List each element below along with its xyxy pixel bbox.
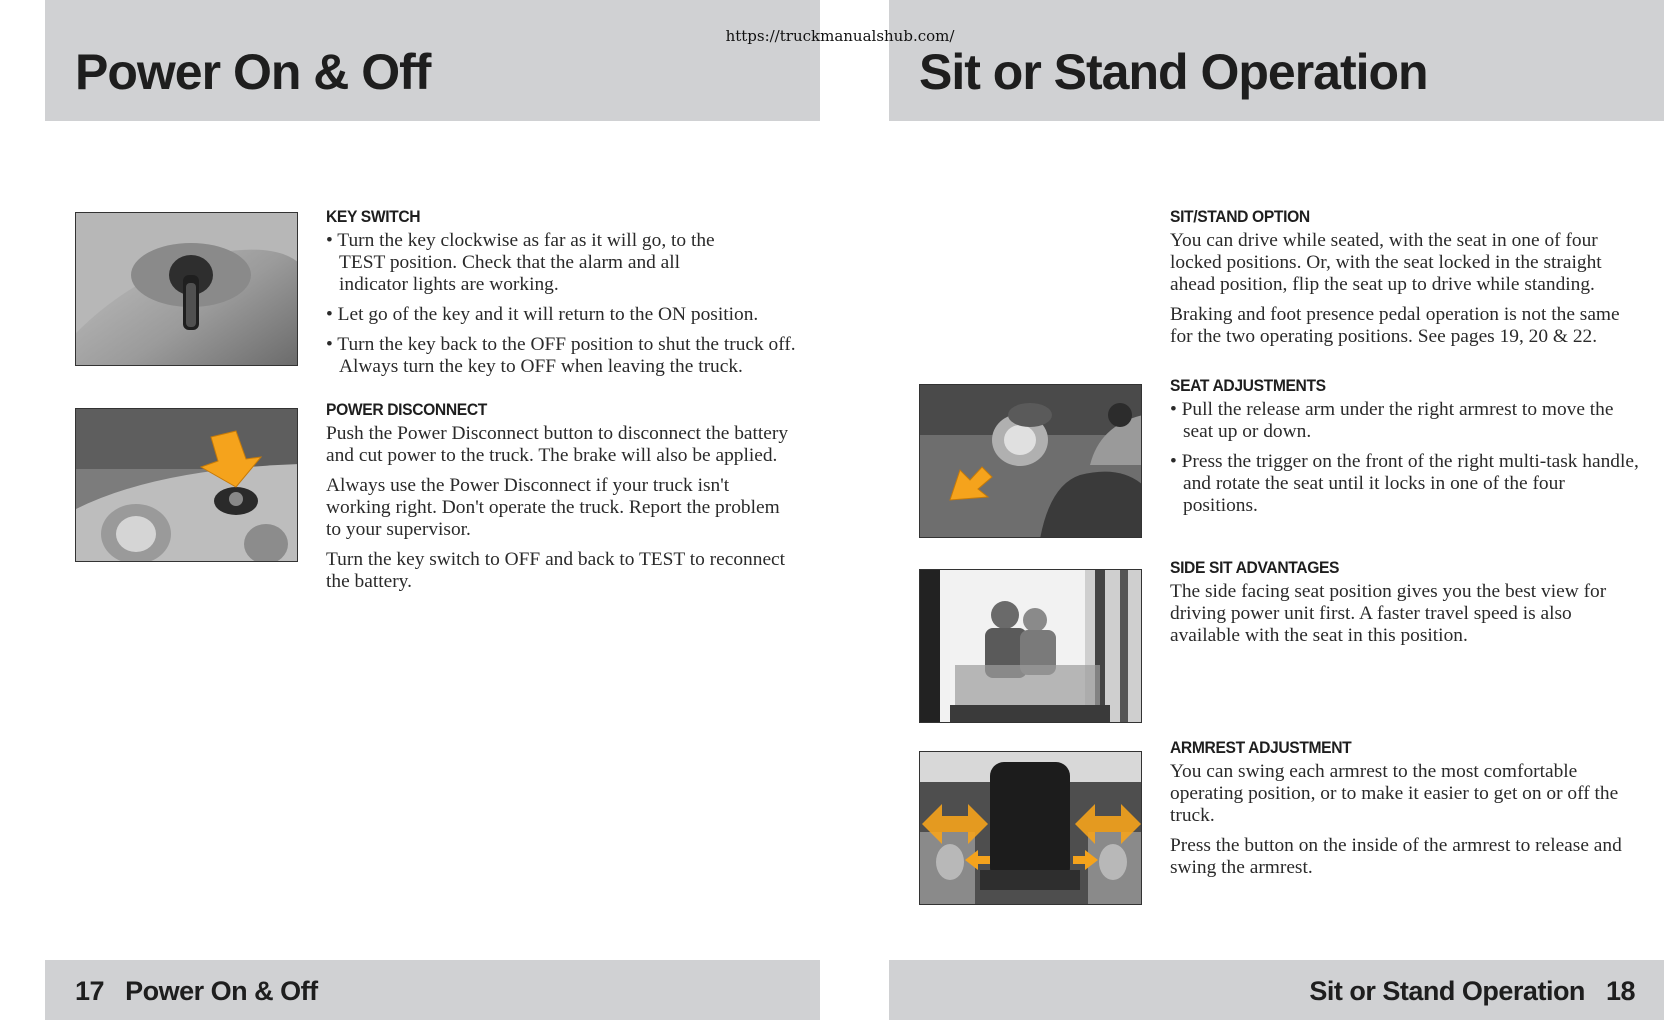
sit-stand-option-heading: SIT/STAND OPTION bbox=[1170, 207, 1310, 226]
key-switch-bullet: • Let go of the key and it will return to the ON position. bbox=[326, 304, 796, 326]
key-switch-photo bbox=[75, 212, 298, 366]
left-footer-title: Power On & Off bbox=[125, 976, 318, 1006]
armrest-adjustment-heading: ARMREST ADJUSTMENT bbox=[1170, 738, 1352, 757]
left-footer bbox=[75, 976, 318, 1007]
armrest-adjustment-section bbox=[1170, 738, 1640, 887]
power-disconnect-paragraph: Always use the Power Disconnect if your truck isn't working right. Don't operate the truck. Report the problem to your supervisor. bbox=[326, 475, 780, 540]
sit-stand-option-paragraph: Braking and foot presence pedal operation is not the same for the two operating positions. See pages 19, 20 & 22. bbox=[1170, 304, 1620, 347]
right-footer-title: Sit or Stand Operation bbox=[1309, 976, 1585, 1006]
armrest-adjustment-paragraph: Press the button on the inside of the armrest to release and swing the armrest. bbox=[1170, 835, 1622, 878]
right-footer bbox=[1309, 976, 1635, 1007]
sit-stand-option-paragraph: You can drive while seated, with the seat in one of four locked positions. Or, with the seat locked in the straight ahead position, flip the seat up to drive while standing. bbox=[1170, 230, 1602, 295]
seat-adjustments-heading: SEAT ADJUSTMENTS bbox=[1170, 376, 1326, 395]
seat-adjustments-bullet: • Pull the release arm under the right armrest to move the seat up or down. bbox=[1170, 399, 1640, 443]
side-sit-photo bbox=[919, 569, 1142, 723]
key-switch-section bbox=[326, 207, 796, 386]
source-url: https://truckmanualshub.com/ bbox=[725, 27, 955, 45]
armrest-photo bbox=[919, 751, 1142, 905]
armrest-adjustment-paragraph: You can swing each armrest to the most comfortable operating position, or to make it easier to get on or off the truck. bbox=[1170, 761, 1619, 826]
power-disconnect-photo bbox=[75, 408, 298, 562]
right-page-title: Sit or Stand Operation bbox=[919, 44, 1428, 100]
side-sit-advantages-paragraph: The side facing seat position gives you the best view for driving power unit first. A faster travel speed is also available with the seat in this position. bbox=[1170, 581, 1607, 646]
seat-adjustment-photo bbox=[919, 384, 1142, 538]
side-sit-advantages-heading: SIDE SIT ADVANTAGES bbox=[1170, 558, 1340, 577]
power-disconnect-paragraph: Turn the key switch to OFF and back to TEST to reconnect the battery. bbox=[326, 549, 786, 592]
power-disconnect-heading: POWER DISCONNECT bbox=[326, 400, 487, 419]
key-switch-bullet: • Turn the key back to the OFF position to shut the truck off. Always turn the key to OFF when leaving the truck. bbox=[326, 334, 796, 378]
seat-adjustments-section bbox=[1170, 376, 1640, 525]
power-disconnect-paragraph: Push the Power Disconnect button to disconnect the battery and cut power to the truck. The brake will also be applied. bbox=[326, 423, 789, 466]
key-switch-bullet: • Turn the key clockwise as far as it will go, to the TEST position. Check that the alarm and all indicator lights are working. bbox=[326, 230, 796, 296]
left-page-title: Power On & Off bbox=[75, 44, 431, 100]
sit-stand-option-section bbox=[1170, 207, 1640, 356]
power-disconnect-section bbox=[326, 400, 796, 601]
left-page-number: 17 bbox=[75, 976, 105, 1006]
right-page-number: 18 bbox=[1605, 976, 1635, 1006]
key-switch-heading: KEY SWITCH bbox=[326, 207, 421, 226]
side-sit-advantages-section bbox=[1170, 558, 1640, 655]
seat-adjustments-bullet: • Press the trigger on the front of the right multi-task handle, and rotate the seat until it locks in one of the four positions. bbox=[1170, 451, 1640, 517]
